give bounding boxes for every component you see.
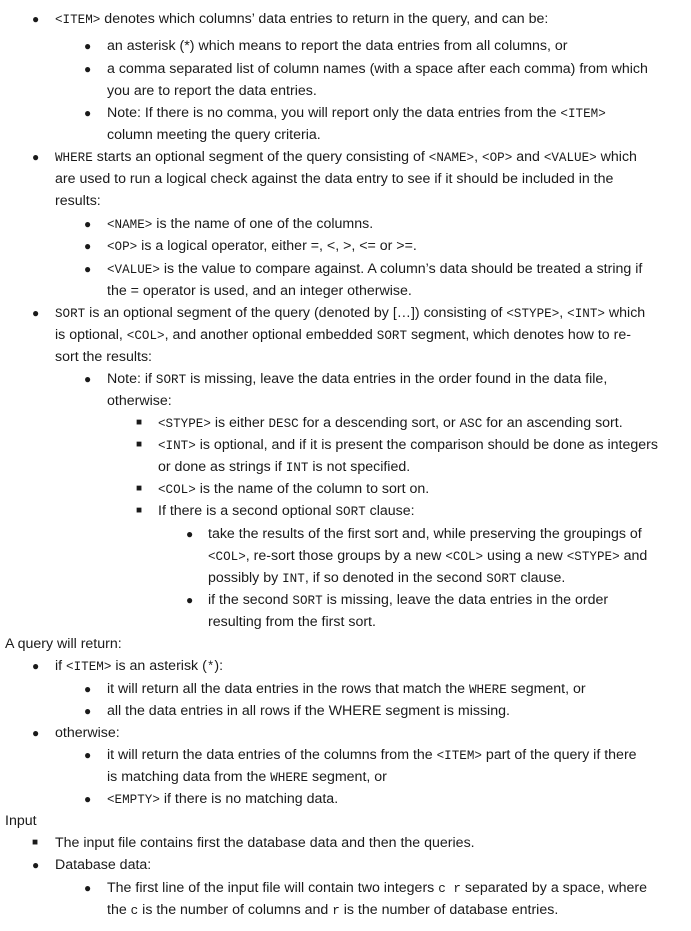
square-bullet: ■ — [136, 505, 143, 516]
where-description-line3: results: — [55, 193, 101, 209]
sort-description-line3: sort the results: — [55, 349, 152, 365]
int-definition-line2: or done as strings if INT is not specified. — [158, 459, 411, 475]
query-return-heading: A query will return: — [5, 636, 122, 652]
name-definition: <NAME> is the name of one of the columns. — [107, 216, 374, 232]
sort-description-line1: SORT is an optional segment of the query (denoted by […]) consisting of <STYPE>, <INT> which — [55, 305, 646, 321]
missing-sort-line1: if the second SORT is missing, leave the data entries in the order — [208, 592, 609, 608]
bullet: ● — [84, 262, 92, 276]
square-bullet: ■ — [136, 483, 143, 494]
value-definition-line1: <VALUE> is the value to compare against. A column’s data should be treated a string if — [107, 261, 643, 277]
bullet: ● — [84, 217, 92, 231]
first-line-description: The first line of the input file will contain two integers c r separated by a space, where — [107, 880, 648, 896]
bullet: ● — [84, 881, 92, 895]
bullet: ● — [32, 12, 40, 26]
bullet: ● — [32, 726, 40, 740]
bullet: ● — [32, 659, 40, 673]
item-note-line2: column meeting the query criteria. — [107, 127, 321, 143]
square-bullet: ■ — [136, 417, 143, 428]
return-all-rows: all the data entries in all rows if the WHERE segment is missing. — [107, 703, 510, 719]
bullet: ● — [84, 704, 92, 718]
missing-sort-line2: resulting from the first sort. — [208, 614, 376, 630]
bullet: ● — [84, 62, 92, 76]
bullet: ● — [32, 858, 40, 872]
bullet: ● — [186, 527, 194, 541]
item-description: <ITEM> denotes which columns’ data entries to return in the query, and can be: — [55, 11, 549, 27]
bullet: ● — [84, 239, 92, 253]
bullet: ● — [84, 748, 92, 762]
second-sort-clause: If there is a second optional SORT clause: — [158, 503, 415, 519]
col-definition: <COL> is the name of the column to sort on. — [158, 481, 430, 497]
if-asterisk: if <ITEM> is an asterisk (*): — [55, 658, 224, 674]
bullet: ● — [186, 593, 194, 607]
return-columns-line1: it will return the data entries of the columns from the <ITEM> part of the query if there — [107, 747, 637, 763]
comma-option-line2: you are to report the data entries. — [107, 83, 317, 99]
sort-note-line2: otherwise: — [107, 393, 172, 409]
value-definition-line2: the = operator is used, and an integer otherwise. — [107, 283, 412, 299]
resort-line2: <COL>, re-sort those groups by a new <COL> using a new <STYPE> and — [208, 548, 648, 564]
bullet: ● — [84, 682, 92, 696]
return-matching-rows: it will return all the data entries in the rows that match the WHERE segment, or — [107, 681, 586, 697]
item-note-line1: Note: If there is no comma, you will report only the data entries from the <ITEM> — [107, 105, 606, 121]
bullet: ● — [84, 39, 92, 53]
bullet: ● — [84, 792, 92, 806]
square-bullet: ■ — [136, 439, 143, 450]
where-description-line1: WHERE starts an optional segment of the query consisting of <NAME>, <OP> and <VALUE> which — [55, 149, 637, 165]
return-columns-line2: is matching data from the WHERE segment, or — [107, 769, 387, 785]
sort-description-line2: is optional, <COL>, and another optional embedded SORT segment, which denotes how to re- — [55, 327, 631, 343]
resort-line1: take the results of the first sort and, while preserving the groupings of — [208, 526, 642, 542]
database-data-label: Database data: — [55, 857, 152, 873]
where-description-line2: are used to run a logical check against the data entry to see if it should be included in the — [55, 171, 614, 187]
asterisk-option: an asterisk (*) which means to report the data entries from all columns, or — [107, 38, 568, 54]
bullet: ● — [32, 150, 40, 164]
input-heading: Input — [5, 813, 37, 829]
square-bullet: ■ — [32, 837, 39, 848]
bullet: ● — [32, 306, 40, 320]
stype-definition: <STYPE> is either DESC for a descending sort, or ASC for an ascending sort. — [158, 415, 623, 431]
comma-option-line1: a comma separated list of column names (with a space after each comma) from which — [107, 61, 648, 77]
op-definition: <OP> is a logical operator, either =, <, >, <= or >=. — [107, 238, 417, 254]
bullet: ● — [84, 106, 92, 120]
bullet: ● — [84, 372, 92, 386]
return-empty: <EMPTY> if there is no matching data. — [107, 791, 339, 807]
input-file-description: The input file contains first the database data and then the queries. — [55, 835, 475, 851]
resort-line3: possibly by INT, if so denoted in the second SORT clause. — [208, 570, 566, 586]
sort-note-line1: Note: if SORT is missing, leave the data entries in the order found in the data file, — [107, 371, 608, 387]
columns-rows-description: the c is the number of columns and r is the number of database entries. — [107, 902, 559, 918]
int-definition-line1: <INT> is optional, and if it is present the comparison should be done as integers — [158, 437, 658, 453]
otherwise-label: otherwise: — [55, 725, 120, 741]
